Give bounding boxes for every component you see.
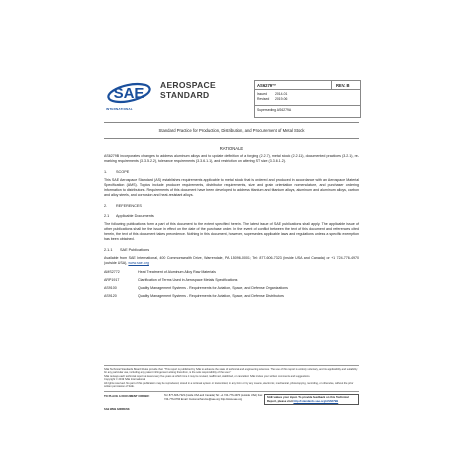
references-heading: [104, 204, 359, 208]
reference-id: AS9120: [104, 294, 117, 298]
reference-title: Quality Management Systems - Requirements for Aviation, Space, and Defense Organizations: [138, 286, 288, 290]
standard-type: [160, 80, 254, 112]
feedback-text: SAE values your input. To provide feedback on this Technical Report, please visit: [267, 395, 349, 403]
applicable-docs-number: 2.1: [104, 214, 110, 218]
reference-id: ARP1917: [104, 278, 120, 282]
document-header: [104, 76, 359, 118]
footer-disclaimer: SAE Technical Standards Board Rules provide that: "This report is published by SAE to advance the state of technical and engineering sciences. The use of this report is entirely voluntary, and its applicability and suitability for any particular use, including any patent infringement arising therefrom, is the sole responsibility of the user.": [104, 368, 358, 375]
document-page: [104, 76, 359, 416]
sae-publications-title: SAE Publications: [120, 248, 150, 252]
doc-number: AS6279™: [255, 81, 332, 89]
title-line-1: AEROSPACE: [160, 80, 216, 90]
references-title: REFERENCES: [116, 204, 142, 208]
reference-id: AS9100: [104, 286, 117, 290]
footer-review-note: SAE reviews each technical report at least every five years at which time it may be revised, reaffirmed, stabilized, or cancelled. SAE invites your written comments and suggestions.: [104, 374, 311, 378]
availability-body: Available from SAE International, 400 Commonwealth Drive, Warrendale, PA 15096-0001; Tel: 877-606-7323 (inside USA and Canada) or +1 724-776-4970 (outside USA),: [104, 256, 359, 265]
reference-title: Clarification of Terms Used in Aerospace Metals Specifications: [138, 278, 238, 282]
issued-label: Issued: [257, 92, 267, 96]
footer-rights: All rights reserved. No part of this publication may be reproduced, stored in a retrieval system or transmitted, in any form or by any means, electronic, mechanical, photocopying, recording, or otherwise, without the prior written permission of SAE.: [104, 381, 354, 389]
order-contact: Tel: 877-606-7323 (inside USA and Canada) Tel: +1 724-776-4970 (outside USA) Fax: 724-776-0790 Email: CustomerService@sae.org http://www.sae.org: [164, 394, 263, 401]
order-label: TO PLACE A DOCUMENT ORDER:: [104, 394, 150, 399]
title-line-2: STANDARD: [160, 90, 210, 100]
reference-id: AMS2772: [104, 270, 120, 274]
references-text: The following publications form a part of this document to the extent specified herein. The latest issue of SAE publications shall apply. The applicable issue of other publications shall be the issue in effect on the date of the purchase order. In the event of conflict between the text of this document and references cited herein, the text of this document takes precedence. Nothing in this document, however, supersedes applicable laws and regulations unless a specific exemption has been obtained.: [104, 222, 359, 241]
revised-label: Revised: [257, 96, 270, 101]
scope-text: This SAE Aerospace Standard (AS) establishes requirements applicable to metal stock that is ordered and produced in accordance with an Aerospace Material Specification (AMS). Topics include producer requirements, distributor requirements, size and grain orientation nomenclature, and purchaser ordering information to distributors. Requirements of this document have been developed to address titanium and titanium alloys, aluminum and aluminum alloys, carbon and alloy steels, and corrosion and heat-resistant alloys.: [104, 178, 359, 197]
issued-value: 2014-01: [275, 92, 288, 96]
footer-copyright: Copyright © 2019 SAE International: [104, 378, 146, 382]
superseding-note: Superseding AS6279A: [257, 108, 292, 112]
availability-text: [104, 256, 359, 266]
web-address-label: SAE WEB ADDRESS:: [104, 408, 131, 412]
reference-list: [104, 270, 359, 299]
reference-item: [104, 286, 359, 291]
reference-title: Heat Treatment of Aluminum Alloy Raw Materials: [138, 270, 216, 274]
reference-item: [104, 294, 359, 299]
document-footer: [104, 365, 359, 411]
rationale-heading: RATIONALE: [219, 146, 244, 151]
logo-text: SAE: [113, 85, 145, 102]
reference-item: [104, 278, 359, 283]
rationale-text: AS6279B incorporates changes to address aluminum alloys and to update definition of a forging (2.2.7), metal stock (2.2.11), documented practices (3.2.1), re-marking requirements (3.3.5.2.2), tolerance requirements (3.3.6.1.1), and restriction on altering ST size (3.3.6.1.2).: [104, 154, 359, 163]
scope-title: SCOPE: [116, 170, 130, 174]
sae-logo: [106, 79, 152, 113]
references-number: 2.: [104, 204, 108, 208]
sae-publications-heading: [104, 248, 359, 252]
doc-info-box: [254, 80, 361, 118]
standard-title: Standard Practice for Production, Distribution, and Procurement of Metal Stock: [104, 122, 359, 139]
scope-heading: [104, 170, 359, 174]
reference-title: Quality Management Systems - Requirements for Aviation, Space, and Defense Distributors: [138, 294, 284, 298]
applicable-docs-heading: [104, 214, 359, 218]
feedback-box: [264, 394, 359, 405]
footer-contact-row: [104, 391, 359, 405]
feedback-link[interactable]: http://standards.sae.org/AS6279B: [293, 398, 339, 403]
revised-value: 2019-06: [275, 96, 288, 101]
doc-revision: REV. B: [336, 83, 350, 88]
applicable-docs-title: Applicable Documents: [116, 214, 154, 218]
sae-publications-number: 2.1.1: [104, 248, 113, 252]
sae-website-link[interactable]: www.sae.org: [128, 261, 149, 265]
logo-subtext: INTERNATIONAL: [106, 107, 133, 111]
reference-item: [104, 270, 359, 275]
scope-number: 1.: [104, 170, 108, 174]
